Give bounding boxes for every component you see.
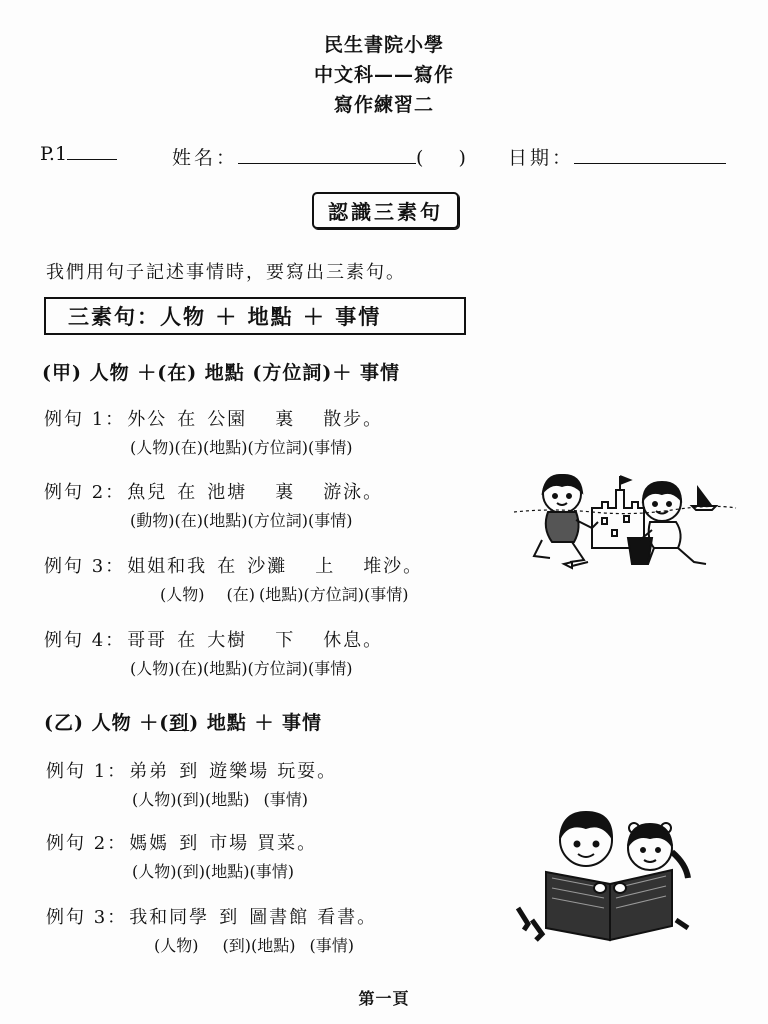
example-label: 例句 1： <box>46 761 128 782</box>
word-place: 公園 <box>207 409 248 430</box>
word-zai: 在 <box>217 556 238 577</box>
exercise-title: 寫作練習二 <box>333 94 434 116</box>
tag: (事情) <box>308 659 353 678</box>
word-place: 池塘 <box>207 482 248 503</box>
tags-a3 <box>160 582 409 605</box>
word-direction: 裏 <box>275 409 296 430</box>
date-field <box>508 143 726 170</box>
word-event: 休息。 <box>323 630 384 651</box>
example-a4 <box>44 626 383 652</box>
example-b3 <box>46 903 377 929</box>
tags-b2 <box>132 859 294 882</box>
tag: (事情) <box>308 511 353 530</box>
word-event: 游泳。 <box>323 482 384 503</box>
tag: (地點) <box>205 790 250 809</box>
word-direction: 裏 <box>275 482 296 503</box>
word-direction: 上 <box>315 556 336 577</box>
tag: (地點) <box>203 511 248 530</box>
tag: (在) <box>174 659 203 678</box>
tag: (人物) <box>132 790 177 809</box>
tag: (事情) <box>309 936 354 955</box>
tag: (人物) <box>160 585 205 604</box>
tags-a4 <box>130 656 353 679</box>
tags-b3 <box>154 933 354 956</box>
tag: (在) <box>174 438 203 457</box>
word-zai: 在 <box>177 409 198 430</box>
word-dao: 到 <box>219 907 240 928</box>
tag: (在) <box>226 585 255 604</box>
word-event: 散步。 <box>323 409 384 430</box>
word-person: 媽媽 <box>129 833 170 854</box>
word-person: 外公 <box>127 409 168 430</box>
section-b-title-post: ) 地點 ＋ 事情 <box>189 712 323 734</box>
section-a-title: (甲) 人物 ＋(在) 地點 (方位詞)＋ 事情 <box>42 362 401 384</box>
tag: (方位詞) <box>247 511 308 530</box>
word-event: 堆沙。 <box>363 556 424 577</box>
tag: (地點) <box>203 659 248 678</box>
section-b-title-key: 到 <box>169 712 190 734</box>
class-label: P.1 <box>40 143 68 165</box>
tag: (方位詞) <box>247 659 308 678</box>
tag: (到) <box>222 936 251 955</box>
topic-title: 認識三素句 <box>312 192 459 229</box>
word-person: 姐姐和我 <box>127 556 208 577</box>
class-number-close: ) <box>458 147 469 169</box>
example-label: 例句 4： <box>44 630 126 651</box>
example-a1 <box>44 405 383 431</box>
date-blank[interactable] <box>574 163 726 164</box>
tag: (人物) <box>130 659 175 678</box>
example-label: 例句 1： <box>44 409 126 430</box>
word-place: 大樹 <box>207 630 248 651</box>
reading-kids-illustration <box>512 808 698 948</box>
tag: (人物) <box>130 438 175 457</box>
example-label: 例句 3： <box>46 907 128 928</box>
tag: (地點) <box>251 936 296 955</box>
tag: (事情) <box>364 585 409 604</box>
tag: (事情) <box>308 438 353 457</box>
class-blank[interactable] <box>67 159 117 160</box>
tag: (到) <box>176 862 205 881</box>
example-b2 <box>46 829 317 855</box>
tag: (地點) <box>259 585 304 604</box>
page-number: 第一頁 <box>358 989 410 1008</box>
tag: (人物) <box>132 862 177 881</box>
name-label: 姓名： <box>172 147 239 169</box>
word-direction: 下 <box>275 630 296 651</box>
word-dao: 到 <box>179 833 200 854</box>
tag: (地點) <box>203 438 248 457</box>
class-number-open: ( <box>416 147 427 169</box>
word-zai: 在 <box>177 630 198 651</box>
word-person: 我和同學 <box>129 907 210 928</box>
tag: (方位詞) <box>303 585 364 604</box>
tag: (在) <box>174 511 203 530</box>
tags-a1 <box>130 435 353 458</box>
word-dao: 到 <box>179 761 200 782</box>
word-place: 市場 <box>209 833 250 854</box>
intro-text: 我們用句子記述事情時，要寫出三素句。 <box>46 262 406 283</box>
tags-b1 <box>132 787 308 810</box>
class-field <box>40 143 117 165</box>
example-label: 例句 2： <box>44 482 126 503</box>
example-a2 <box>44 478 383 504</box>
word-event: 買菜。 <box>257 833 318 854</box>
section-b-title-pre: (乙) 人物 ＋( <box>44 712 170 734</box>
word-event: 看書。 <box>317 907 378 928</box>
word-person: 魚兒 <box>127 482 168 503</box>
word-person: 哥哥 <box>127 630 168 651</box>
example-a3 <box>44 552 423 578</box>
example-label: 例句 3： <box>44 556 126 577</box>
word-person: 弟弟 <box>129 761 170 782</box>
tag: (到) <box>176 790 205 809</box>
tag: (事情) <box>263 790 308 809</box>
word-event: 玩耍。 <box>277 761 338 782</box>
example-b1 <box>46 757 337 783</box>
school-name: 民生書院小學 <box>323 34 444 56</box>
sandcastle-kids-illustration <box>512 468 738 578</box>
word-place: 遊樂場 <box>209 761 270 782</box>
word-place: 圖書館 <box>249 907 310 928</box>
name-blank[interactable] <box>238 163 416 164</box>
tags-a2 <box>130 508 353 531</box>
subject-title: 中文科——寫作 <box>313 64 454 86</box>
word-zai: 在 <box>177 482 198 503</box>
name-field <box>172 143 469 170</box>
tag: (人物) <box>154 936 199 955</box>
date-label: 日期： <box>508 147 575 169</box>
tag: (動物) <box>130 511 175 530</box>
tag: (事情) <box>249 862 294 881</box>
word-place: 沙灘 <box>247 556 288 577</box>
example-label: 例句 2： <box>46 833 128 854</box>
tag: (方位詞) <box>247 438 308 457</box>
section-b-title <box>44 708 322 735</box>
formula-box: 三素句：人物 ＋ 地點 ＋ 事情 <box>44 297 466 335</box>
tag: (地點) <box>205 862 250 881</box>
